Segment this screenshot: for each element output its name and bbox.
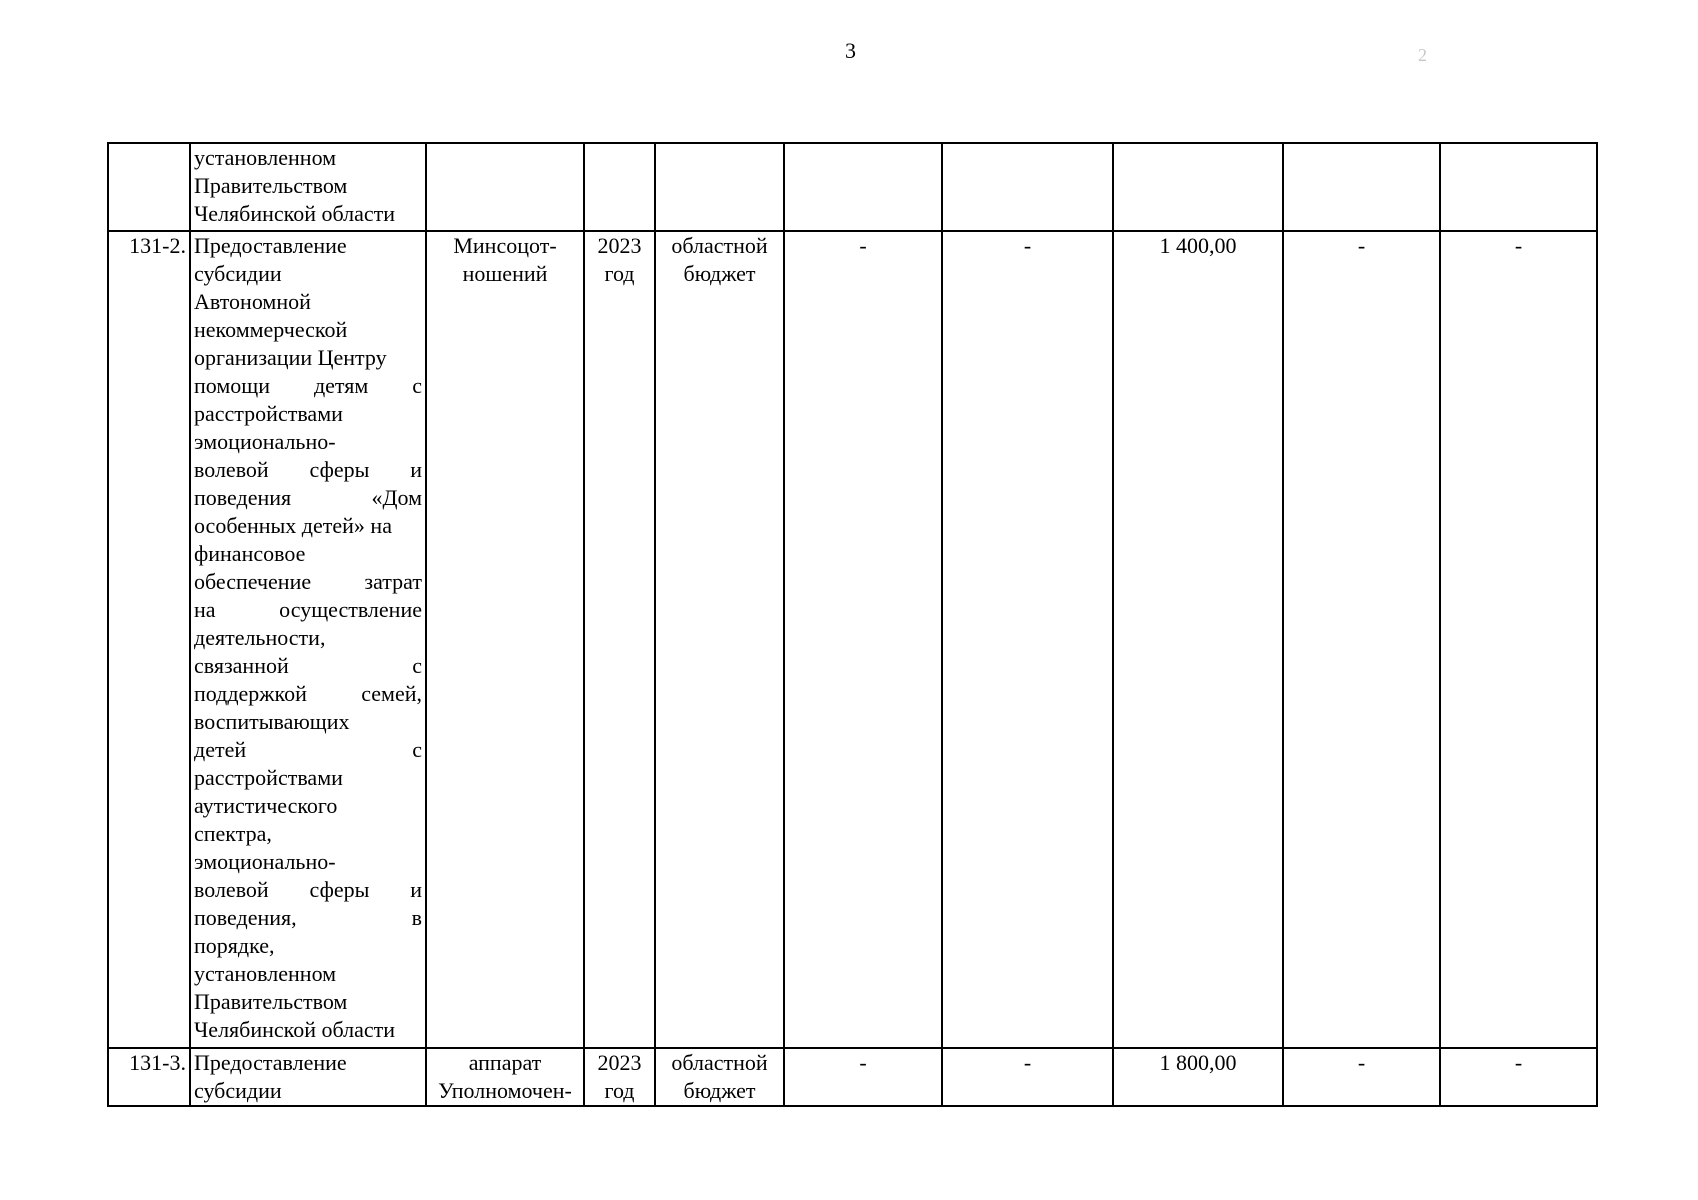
- row-value-2: [942, 143, 1113, 231]
- row-number: 131-3.: [108, 1048, 190, 1106]
- description-line: некоммерческой: [194, 317, 348, 342]
- row-source: областной бюджет: [655, 1048, 784, 1106]
- row-number: 131-2.: [108, 231, 190, 1048]
- description-line: порядке,: [194, 933, 275, 958]
- description-line: установленном: [194, 961, 337, 986]
- corner-mark: 2: [1418, 45, 1427, 65]
- description-line: эмоционально-: [194, 429, 336, 454]
- description-line: деятельности,: [194, 625, 326, 650]
- description-line: воспитывающих: [194, 709, 350, 734]
- description-line: расстройствами: [194, 401, 343, 426]
- row-value-2: -: [942, 231, 1113, 1048]
- description-line: детей с: [194, 737, 422, 762]
- description-line: Автономной: [194, 289, 311, 314]
- budget-table: [107, 142, 1598, 1107]
- description-line: Челябинской области: [194, 201, 396, 226]
- description-line: Правительством: [194, 989, 348, 1014]
- row-source: [655, 143, 784, 231]
- description-line: особенных детей» на: [194, 513, 392, 538]
- row-value-3: 1 400,00: [1113, 231, 1283, 1048]
- row-value-1: -: [784, 231, 942, 1048]
- description-line: на осуществление: [194, 597, 422, 622]
- description-line: аутистического: [194, 793, 338, 818]
- description-line: организации Центру: [194, 345, 387, 370]
- row-value-4: -: [1283, 231, 1440, 1048]
- description-line: Предоставление: [194, 233, 347, 258]
- row-value-3: [1113, 143, 1283, 231]
- row-executor: Минсоцот-ношений: [426, 231, 584, 1048]
- description-line: связанной с: [194, 653, 422, 678]
- description-line: субсидии: [194, 1078, 282, 1103]
- description-line: Предоставление: [194, 1050, 347, 1075]
- description-line: установленном: [194, 145, 337, 170]
- row-description: [190, 1048, 426, 1106]
- description-line: спектра,: [194, 821, 272, 846]
- row-value-2: -: [942, 1048, 1113, 1106]
- row-description: [190, 231, 426, 1048]
- row-executor: аппарат Уполномочен-: [426, 1048, 584, 1106]
- description-line: поведения «Дом: [194, 485, 422, 510]
- row-year: 2023 год: [584, 1048, 655, 1106]
- description-line: волевой сферы и: [194, 877, 422, 902]
- description-line: субсидии: [194, 261, 282, 286]
- table-row: [108, 1048, 1597, 1106]
- description-line: помощи детям с: [194, 373, 422, 398]
- description-line: обеспечение затрат: [194, 569, 422, 594]
- description-line: финансовое: [194, 541, 306, 566]
- row-year: 2023 год: [584, 231, 655, 1048]
- description-line: эмоционально-: [194, 849, 336, 874]
- row-source: областной бюджет: [655, 231, 784, 1048]
- description-line: Челябинской области: [194, 1017, 396, 1042]
- row-value-3: 1 800,00: [1113, 1048, 1283, 1106]
- row-value-1: [784, 143, 942, 231]
- page-number: 3: [845, 38, 856, 63]
- description-line: волевой сферы и: [194, 457, 422, 482]
- row-value-4: [1283, 143, 1440, 231]
- description-line: поддержкой семей,: [194, 681, 422, 706]
- table-row: [108, 231, 1597, 1048]
- row-value-5: -: [1440, 1048, 1597, 1106]
- row-executor: [426, 143, 584, 231]
- table-row: [108, 143, 1597, 231]
- row-year: [584, 143, 655, 231]
- row-value-1: -: [784, 1048, 942, 1106]
- description-line: расстройствами: [194, 765, 343, 790]
- row-number: [108, 143, 190, 231]
- row-value-4: -: [1283, 1048, 1440, 1106]
- description-line: поведения, в: [194, 905, 422, 930]
- row-description: [190, 143, 426, 231]
- row-value-5: [1440, 143, 1597, 231]
- row-value-5: -: [1440, 231, 1597, 1048]
- description-line: Правительством: [194, 173, 348, 198]
